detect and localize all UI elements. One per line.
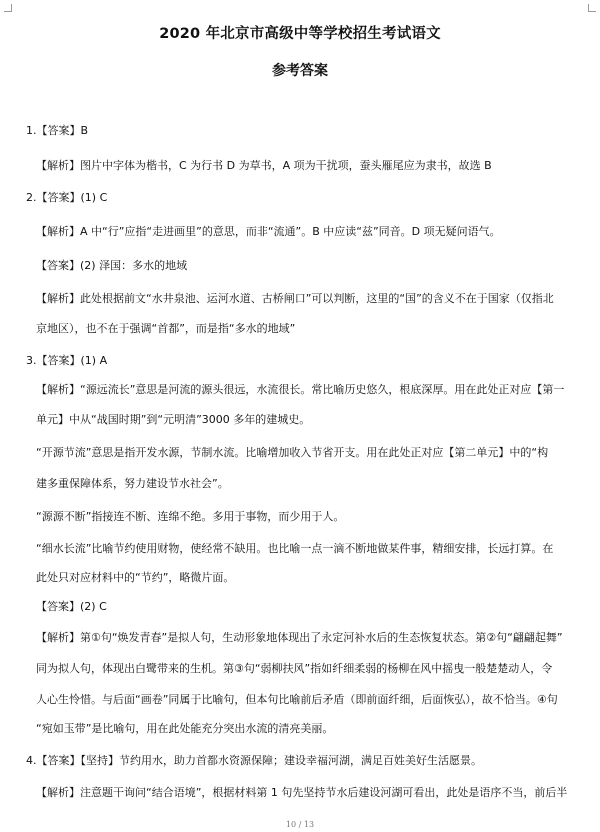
page-number: 10 / 13 <box>285 820 315 829</box>
text-line: 1.【答案】B <box>26 124 89 137</box>
text-line: 京地区），也不在于强调“首都”，而是指“多水的地域” <box>36 322 296 335</box>
text-line: 【解析】A 中“行”应指“走进画里”的意思，而非“流通”。B 中应读“兹”同音。D 项无疑问语气。 <box>36 225 501 238</box>
text-line: 建多重保障体系，努力建设节水社会”。 <box>36 477 229 490</box>
crop-mark-top-left <box>4 4 12 12</box>
text-line: 单元】中从“战国时期”到“元明清”3000 多年的建城史。 <box>36 413 311 426</box>
text-line: 同为拟人句，体现出白鹭带来的生机。第③句“弱柳扶风”指如纤细柔弱的杨柳在风中摇曳一般楚楚动人，令 <box>36 662 553 675</box>
text-line: 【解析】图片中字体为楷书，C 为行书 D 为草书，A 项为干扰项，蚕头雁尾应为隶书，故选 B <box>36 159 492 172</box>
text-line: 【解析】第①句“焕发青春”是拟人句，生动形象地体现出了永定河补水后的生态恢复状态。第②句“翩翩起舞” <box>36 631 563 644</box>
text-line: 【解析】此处根据前文“水井泉池、运河水道、古桥闸口”可以判断，这里的“国”的含义不在于国家（仅指北 <box>36 292 554 305</box>
text-line: 3.【答案】(1) A <box>26 354 108 367</box>
document-subtitle: 参考答案 <box>272 63 328 79</box>
text-line: 2.【答案】(1) C <box>26 191 108 204</box>
text-line: 此处只对应材料中的“节约”，略微片面。 <box>36 571 235 584</box>
text-line: 【解析】注意题干询问“结合语境”，根据材料第 1 句先坚持节水后建设河湖可看出，此处是语序不当，前后半 <box>36 786 568 799</box>
text-line: “源源不断”指接连不断、连绵不绝。多用于事物，而少用于人。 <box>36 510 345 523</box>
text-line: “细水长流”比喻节约使用财物，使经常不缺用。也比喻一点一滴不断地做某件事，精细安排，长远打算。在 <box>36 542 554 555</box>
text-line: 人心生怜惜。与后面“画卷”同属于比喻句，但本句比喻前后矛盾（即前面纤细，后面恢弘），故不恰当。④句 <box>36 693 558 706</box>
text-line: 4.【答案】【坚持】节约用水，助力首都水资源保障；建设幸福河湖，满足百姓美好生活愿景。 <box>26 754 482 767</box>
text-line: 【答案】(2) C <box>36 600 107 613</box>
crop-mark-top-right <box>588 4 596 12</box>
document-title: 2020 年北京市高级中等学校招生考试语文 <box>159 26 441 42</box>
text-line: 【答案】(2) 泽国：多水的地域 <box>36 259 188 272</box>
text-line: “开源节流”意思是指开发水源，节制水流。比喻增加收入节省开支。用在此处正对应【第二单元】中的“构 <box>36 446 549 459</box>
text-line: “宛如玉带”是比喻句，用在此处能充分突出水流的清亮美丽。 <box>36 722 334 735</box>
text-line: 【解析】“源远流长”意思是河流的源头很远，水流很长。常比喻历史悠久，根底深厚。用在此处正对应【第一 <box>36 383 565 396</box>
